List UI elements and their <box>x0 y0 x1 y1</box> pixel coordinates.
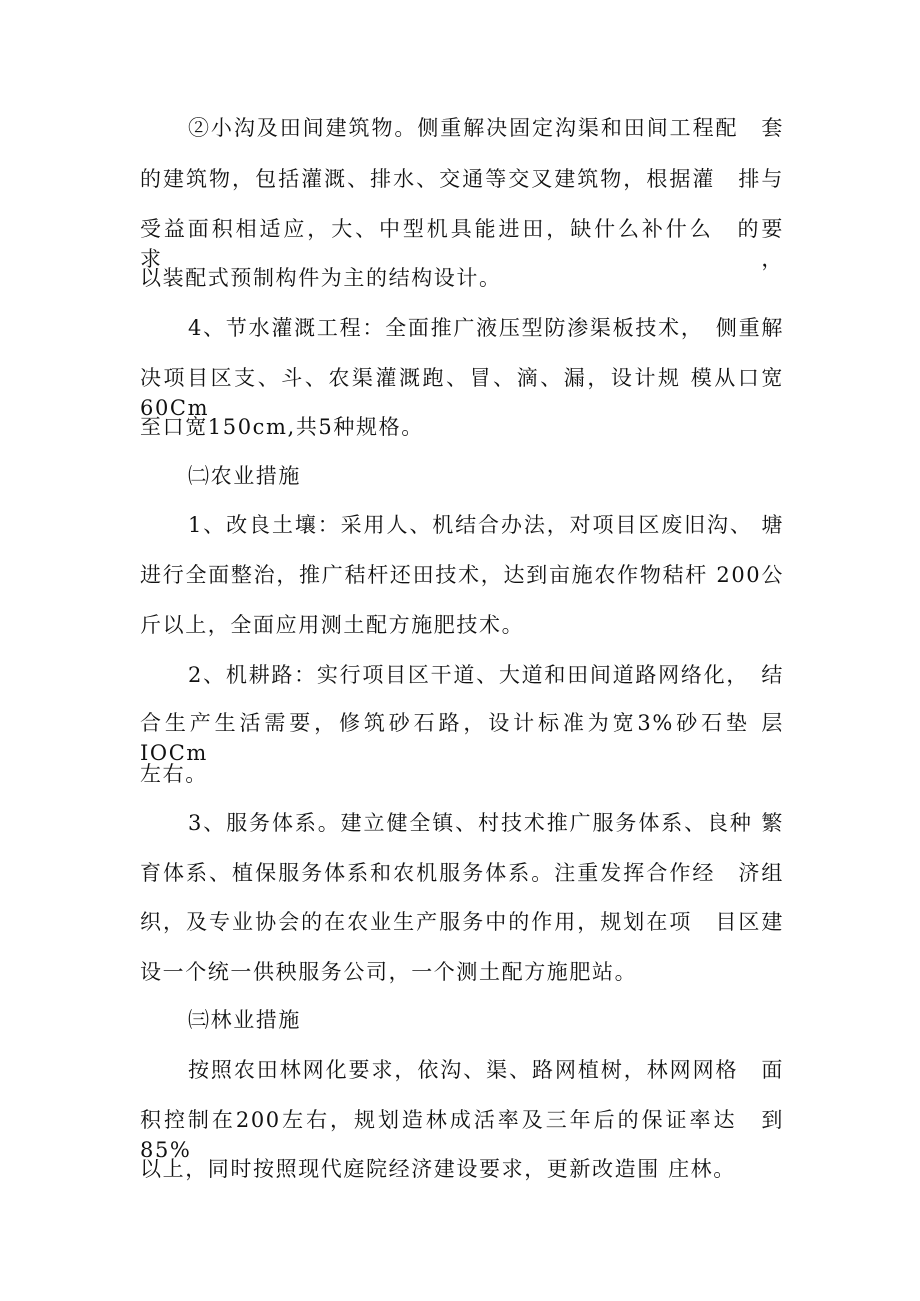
paragraph-line: 的建筑物，包括灌溉、排水、交通等交叉建筑物，根据灌 排与 <box>140 167 784 191</box>
paragraph-line: 至口宽150cm,共5种规格。 <box>140 415 424 439</box>
paragraph-line: 以装配式预制构件为主的结构设计。 <box>140 266 502 290</box>
paragraph-line: 决项目区支、斗、农渠灌溉跑、冒、滴、漏，设计规 模从口宽60Cm <box>140 366 784 420</box>
section-heading: ㈡农业措施 <box>188 464 301 488</box>
paragraph-line: 以上，同时按照现代庭院经济建设要求，更新改造围 庄林。 <box>140 1157 736 1181</box>
paragraph-line: 积控制在200左右，规划造林成活率及三年后的保证率达 到85% <box>140 1108 784 1162</box>
paragraph-line: 设一个统一供秧服务公司，一个测土配方施肥站。 <box>140 960 638 984</box>
paragraph-line: 4、节水灌溉工程：全面推广液压型防渗渠板技术， 侧重解 <box>188 316 784 340</box>
paragraph-line: 进行全面整治，推广秸杆还田技术，达到亩施农作物秸杆 200公 <box>140 563 784 587</box>
paragraph-line: 合生产生活需要，修筑砂石路，设计标准为宽3%砂石垫 层IOCm <box>140 711 784 765</box>
paragraph-line: 2、机耕路：实行项目区干道、大道和田间道路网络化， 结 <box>188 663 784 687</box>
paragraph-line: 育体系、植保服务体系和农机服务体系。注重发挥合作经 济组 <box>140 861 784 885</box>
section-heading: ㈢林业措施 <box>188 1008 301 1032</box>
paragraph-line: 按照农田林网化要求，依沟、渠、路网植树，林网网格 面 <box>188 1058 784 1082</box>
paragraph-line: 受益面积相适应，大、中型机具能进田，缺什么补什么 的要求， <box>140 217 784 271</box>
paragraph-line: 织，及专业协会的在农业生产服务中的作用，规划在项 目区建 <box>140 910 784 934</box>
paragraph-line: ②小沟及田间建筑物。侧重解决固定沟渠和田间工程配 套 <box>188 116 784 140</box>
paragraph-line: 3、服务体系。建立健全镇、村技术推广服务体系、良种 繁 <box>188 811 784 835</box>
paragraph-line: 斤以上，全面应用测土配方施肥技术。 <box>140 613 525 637</box>
paragraph-line: 1、改良土壤：采用人、机结合办法，对项目区废旧沟、 塘 <box>188 513 784 537</box>
paragraph-line: 左右。 <box>140 762 208 786</box>
